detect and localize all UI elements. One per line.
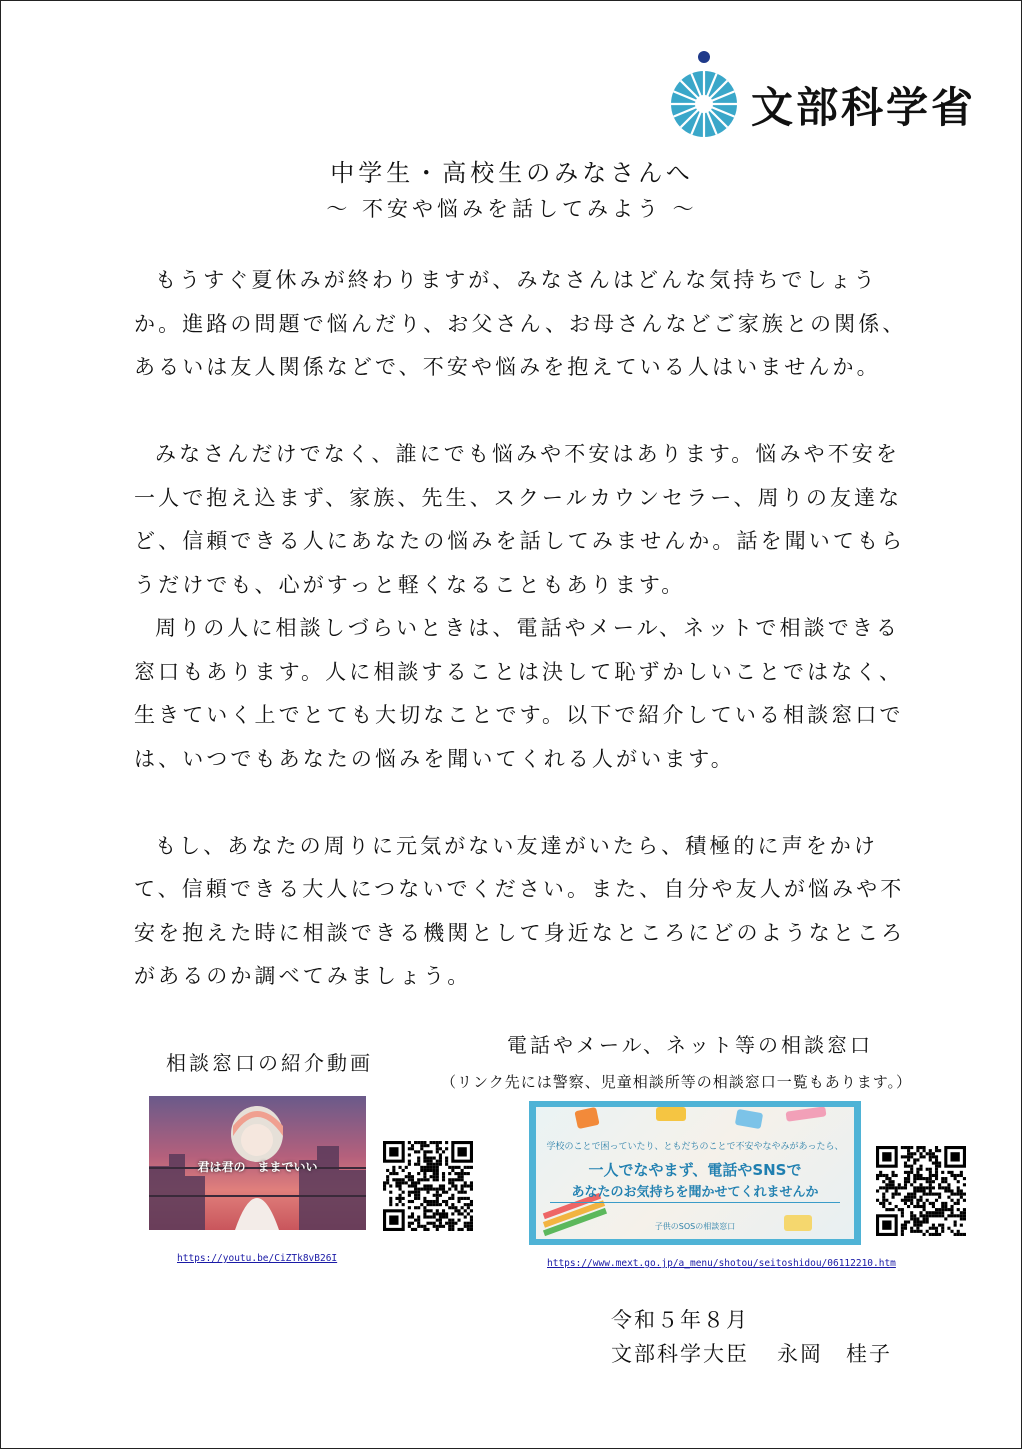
mext-logo <box>669 49 977 139</box>
minister-title: 文部科学大臣 <box>611 1342 749 1366</box>
video-qr-code[interactable] <box>383 1141 473 1231</box>
org-name: 文部科学省 <box>751 83 977 132</box>
contact-section-heading: 電話やメール、ネット等の相談窓口 <box>507 1033 873 1057</box>
mext-emblem-icon <box>669 49 749 139</box>
paragraph-4: もし、あなたの周りに元気がない友達がいたら、積極的に声をかけて、信頼できる大人につないでください。また、自分や友人が悩みや不安を抱えた時に相談できる機関として身近なところにどのようなところがあるのか調べてみましょう。 <box>134 833 906 988</box>
video-section-heading: 相談窓口の紹介動画 <box>166 1051 373 1075</box>
issue-date: 令和５年８月 <box>611 1308 749 1332</box>
paragraph-1: もうすぐ夏休みが終わりますが、みなさんはどんな気持ちでしょうか。進路の問題で悩んだり、お父さん、お母さんなどご家族との関係、あるいは友人関係などで、不安や悩みを抱えている人はいませんか。 <box>134 268 907 379</box>
page-title: 中学生・高校生のみなさんへ <box>330 159 694 187</box>
qr-icon <box>876 1146 966 1236</box>
contact-section-note: （リンク先には警察、児童相談所等の相談窓口一覧もあります。） <box>441 1073 913 1091</box>
contact-banner[interactable] <box>529 1101 861 1245</box>
banner-divider <box>550 1202 840 1203</box>
page-subtitle: 〜 不安や悩みを話してみよう 〜 <box>326 197 698 221</box>
banner-small-text: 学校のことで困っていたり、ともだちのことで不安やなやみがあったら、 <box>546 1142 844 1152</box>
signature <box>611 1338 892 1368</box>
banner-footer-text: 子供のSOSの相談窓口 <box>654 1222 736 1231</box>
banner-headline-2: あなたのお気持ちを聞かせてくれませんか <box>571 1185 819 1200</box>
contact-qr-code[interactable] <box>876 1146 966 1236</box>
minister-name: 永岡 桂子 <box>777 1342 892 1366</box>
video-thumbnail-caption: 君は君の ままでいい <box>197 1160 318 1174</box>
contact-link[interactable]: https://www.mext.go.jp/a_menu/shotou/seitoshidou/06112210.htm <box>547 1258 896 1269</box>
qr-icon <box>383 1141 473 1231</box>
video-link[interactable]: https://youtu.be/CiZTk8vB26I <box>177 1253 338 1264</box>
letter-body <box>134 259 914 999</box>
paragraph-3: 周りの人に相談しづらいときは、電話やメール、ネットで相談できる窓口もあります。人に相談することは決して恥ずかしいことではなく、生きていく上でとても大切なことです。以下で紹介している相談窓口では、いつでもあなたの悩みを聞いてくれる人がいます。 <box>134 616 904 771</box>
banner-headline-1: 一人でなやまず、電話やSNSで <box>588 1161 802 1179</box>
contact-banner-inner <box>536 1107 854 1239</box>
video-thumbnail[interactable] <box>149 1096 366 1230</box>
paragraph-2: みなさんだけでなく、誰にでも悩みや不安はあります。悩みや不安を一人で抱え込まず、家族、先生、スクールカウンセラー、周りの友達など、信頼できる人にあなたの悩みを話してみませんか。話を聞いてもらうだけでも、心がすっと軽くなることもあります。 <box>134 442 906 597</box>
